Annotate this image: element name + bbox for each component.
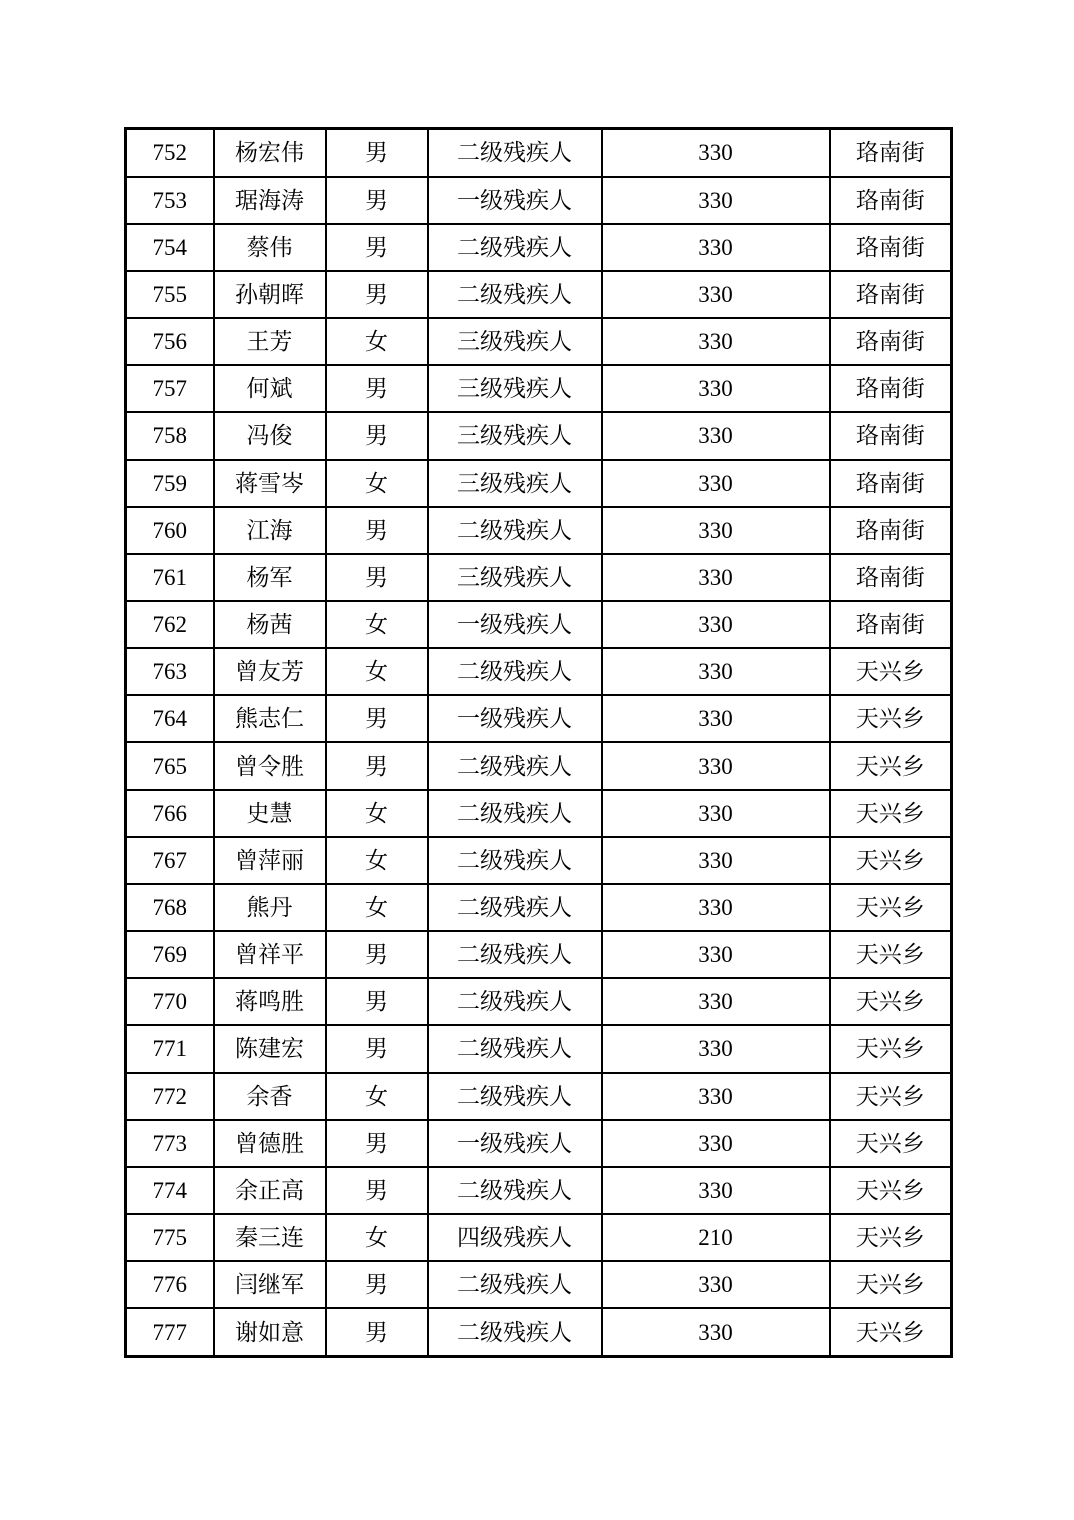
cell-disability-level: 二级残疾人 xyxy=(428,1167,602,1214)
table-row xyxy=(126,224,952,271)
cell-disability-level: 二级残疾人 xyxy=(428,790,602,837)
cell-amount: 330 xyxy=(602,318,830,365)
cell-district: 珞南街 xyxy=(830,129,952,177)
cell-serial-number: 770 xyxy=(126,978,214,1025)
cell-amount: 330 xyxy=(602,271,830,318)
cell-disability-level: 三级残疾人 xyxy=(428,412,602,459)
cell-disability-level: 三级残疾人 xyxy=(428,460,602,507)
cell-amount: 330 xyxy=(602,1261,830,1308)
cell-district: 天兴乡 xyxy=(830,1261,952,1308)
cell-amount: 330 xyxy=(602,978,830,1025)
table-row xyxy=(126,648,952,695)
cell-name: 余正高 xyxy=(214,1167,326,1214)
cell-district: 珞南街 xyxy=(830,460,952,507)
cell-name: 杨茜 xyxy=(214,601,326,648)
cell-disability-level: 二级残疾人 xyxy=(428,1025,602,1072)
cell-gender: 男 xyxy=(326,1025,428,1072)
cell-gender: 男 xyxy=(326,1120,428,1167)
cell-amount: 330 xyxy=(602,837,830,884)
cell-gender: 女 xyxy=(326,1073,428,1120)
table-row xyxy=(126,601,952,648)
cell-disability-level: 二级残疾人 xyxy=(428,837,602,884)
table-row xyxy=(126,365,952,412)
table-row xyxy=(126,1214,952,1261)
table-row xyxy=(126,884,952,931)
cell-disability-level: 四级残疾人 xyxy=(428,1214,602,1261)
cell-gender: 男 xyxy=(326,1308,428,1356)
cell-district: 天兴乡 xyxy=(830,695,952,742)
cell-disability-level: 三级残疾人 xyxy=(428,318,602,365)
cell-serial-number: 761 xyxy=(126,554,214,601)
cell-disability-level: 三级残疾人 xyxy=(428,554,602,601)
cell-disability-level: 二级残疾人 xyxy=(428,884,602,931)
cell-disability-level: 二级残疾人 xyxy=(428,648,602,695)
cell-name: 江海 xyxy=(214,507,326,554)
cell-amount: 330 xyxy=(602,412,830,459)
cell-serial-number: 757 xyxy=(126,365,214,412)
cell-district: 天兴乡 xyxy=(830,1120,952,1167)
table-row xyxy=(126,1167,952,1214)
cell-serial-number: 772 xyxy=(126,1073,214,1120)
cell-amount: 330 xyxy=(602,648,830,695)
cell-amount: 330 xyxy=(602,884,830,931)
cell-gender: 男 xyxy=(326,554,428,601)
table-row xyxy=(126,1025,952,1072)
cell-serial-number: 767 xyxy=(126,837,214,884)
cell-disability-level: 二级残疾人 xyxy=(428,978,602,1025)
cell-serial-number: 759 xyxy=(126,460,214,507)
cell-name: 熊丹 xyxy=(214,884,326,931)
table-row xyxy=(126,837,952,884)
cell-disability-level: 一级残疾人 xyxy=(428,601,602,648)
cell-district: 珞南街 xyxy=(830,507,952,554)
cell-amount: 330 xyxy=(602,931,830,978)
cell-serial-number: 756 xyxy=(126,318,214,365)
table-row xyxy=(126,271,952,318)
cell-amount: 330 xyxy=(602,554,830,601)
table-row xyxy=(126,318,952,365)
cell-name: 杨军 xyxy=(214,554,326,601)
cell-gender: 男 xyxy=(326,1261,428,1308)
cell-gender: 女 xyxy=(326,460,428,507)
cell-gender: 男 xyxy=(326,978,428,1025)
cell-name: 杨宏伟 xyxy=(214,129,326,177)
cell-gender: 男 xyxy=(326,271,428,318)
cell-name: 曾德胜 xyxy=(214,1120,326,1167)
cell-gender: 男 xyxy=(326,224,428,271)
cell-serial-number: 773 xyxy=(126,1120,214,1167)
cell-name: 王芳 xyxy=(214,318,326,365)
table-row xyxy=(126,507,952,554)
cell-disability-level: 二级残疾人 xyxy=(428,224,602,271)
table-row xyxy=(126,177,952,224)
cell-name: 蒋鸣胜 xyxy=(214,978,326,1025)
cell-gender: 男 xyxy=(326,177,428,224)
cell-gender: 男 xyxy=(326,365,428,412)
cell-gender: 男 xyxy=(326,412,428,459)
cell-amount: 330 xyxy=(602,742,830,789)
cell-name: 熊志仁 xyxy=(214,695,326,742)
cell-gender: 女 xyxy=(326,837,428,884)
cell-amount: 330 xyxy=(602,507,830,554)
cell-amount: 330 xyxy=(602,1025,830,1072)
table-row xyxy=(126,1073,952,1120)
cell-name: 蔡伟 xyxy=(214,224,326,271)
cell-serial-number: 753 xyxy=(126,177,214,224)
cell-serial-number: 769 xyxy=(126,931,214,978)
table-row xyxy=(126,460,952,507)
cell-disability-level: 二级残疾人 xyxy=(428,931,602,978)
cell-serial-number: 764 xyxy=(126,695,214,742)
table-row xyxy=(126,554,952,601)
cell-district: 天兴乡 xyxy=(830,1167,952,1214)
cell-gender: 男 xyxy=(326,695,428,742)
cell-serial-number: 763 xyxy=(126,648,214,695)
cell-district: 天兴乡 xyxy=(830,884,952,931)
table-row xyxy=(126,742,952,789)
cell-district: 珞南街 xyxy=(830,365,952,412)
cell-district: 珞南街 xyxy=(830,318,952,365)
cell-serial-number: 766 xyxy=(126,790,214,837)
cell-amount: 330 xyxy=(602,365,830,412)
cell-disability-level: 三级残疾人 xyxy=(428,365,602,412)
cell-district: 天兴乡 xyxy=(830,742,952,789)
cell-amount: 330 xyxy=(602,601,830,648)
cell-amount: 210 xyxy=(602,1214,830,1261)
cell-gender: 女 xyxy=(326,1214,428,1261)
cell-name: 余香 xyxy=(214,1073,326,1120)
table-row xyxy=(126,1308,952,1356)
cell-disability-level: 一级残疾人 xyxy=(428,1120,602,1167)
cell-disability-level: 二级残疾人 xyxy=(428,129,602,177)
cell-name: 曾萍丽 xyxy=(214,837,326,884)
cell-amount: 330 xyxy=(602,1308,830,1356)
cell-district: 珞南街 xyxy=(830,601,952,648)
cell-serial-number: 777 xyxy=(126,1308,214,1356)
cell-amount: 330 xyxy=(602,177,830,224)
cell-amount: 330 xyxy=(602,224,830,271)
cell-district: 天兴乡 xyxy=(830,790,952,837)
cell-serial-number: 755 xyxy=(126,271,214,318)
table-row xyxy=(126,412,952,459)
cell-serial-number: 762 xyxy=(126,601,214,648)
cell-name: 陈建宏 xyxy=(214,1025,326,1072)
cell-name: 闫继军 xyxy=(214,1261,326,1308)
cell-serial-number: 752 xyxy=(126,129,214,177)
cell-gender: 女 xyxy=(326,790,428,837)
cell-district: 天兴乡 xyxy=(830,837,952,884)
cell-name: 蒋雪岑 xyxy=(214,460,326,507)
cell-name: 曾令胜 xyxy=(214,742,326,789)
cell-gender: 男 xyxy=(326,507,428,554)
table-row xyxy=(126,1261,952,1308)
cell-amount: 330 xyxy=(602,790,830,837)
cell-disability-level: 二级残疾人 xyxy=(428,271,602,318)
cell-gender: 女 xyxy=(326,601,428,648)
cell-gender: 女 xyxy=(326,318,428,365)
beneficiary-table xyxy=(124,127,953,1358)
cell-district: 珞南街 xyxy=(830,177,952,224)
cell-serial-number: 775 xyxy=(126,1214,214,1261)
cell-name: 曾友芳 xyxy=(214,648,326,695)
cell-disability-level: 二级残疾人 xyxy=(428,1261,602,1308)
cell-disability-level: 二级残疾人 xyxy=(428,742,602,789)
cell-name: 谢如意 xyxy=(214,1308,326,1356)
table-row xyxy=(126,931,952,978)
cell-name: 孙朝晖 xyxy=(214,271,326,318)
cell-serial-number: 765 xyxy=(126,742,214,789)
cell-disability-level: 二级残疾人 xyxy=(428,1308,602,1356)
table-row xyxy=(126,790,952,837)
cell-amount: 330 xyxy=(602,460,830,507)
cell-disability-level: 二级残疾人 xyxy=(428,507,602,554)
cell-amount: 330 xyxy=(602,1120,830,1167)
cell-name: 曾祥平 xyxy=(214,931,326,978)
table-body xyxy=(126,129,952,1357)
cell-gender: 男 xyxy=(326,129,428,177)
cell-disability-level: 二级残疾人 xyxy=(428,1073,602,1120)
cell-name: 琚海涛 xyxy=(214,177,326,224)
cell-amount: 330 xyxy=(602,695,830,742)
table-row xyxy=(126,978,952,1025)
cell-amount: 330 xyxy=(602,1167,830,1214)
cell-disability-level: 一级残疾人 xyxy=(428,177,602,224)
cell-gender: 男 xyxy=(326,742,428,789)
cell-amount: 330 xyxy=(602,129,830,177)
cell-amount: 330 xyxy=(602,1073,830,1120)
cell-district: 珞南街 xyxy=(830,224,952,271)
cell-district: 天兴乡 xyxy=(830,978,952,1025)
cell-district: 天兴乡 xyxy=(830,1214,952,1261)
table-row xyxy=(126,695,952,742)
cell-district: 天兴乡 xyxy=(830,1308,952,1356)
cell-district: 天兴乡 xyxy=(830,1073,952,1120)
cell-district: 天兴乡 xyxy=(830,1025,952,1072)
cell-name: 何斌 xyxy=(214,365,326,412)
table-row xyxy=(126,129,952,177)
cell-serial-number: 768 xyxy=(126,884,214,931)
table-row xyxy=(126,1120,952,1167)
cell-district: 珞南街 xyxy=(830,412,952,459)
cell-gender: 男 xyxy=(326,1167,428,1214)
cell-district: 天兴乡 xyxy=(830,931,952,978)
cell-name: 史慧 xyxy=(214,790,326,837)
cell-gender: 女 xyxy=(326,884,428,931)
cell-gender: 男 xyxy=(326,931,428,978)
cell-name: 冯俊 xyxy=(214,412,326,459)
cell-serial-number: 754 xyxy=(126,224,214,271)
cell-serial-number: 758 xyxy=(126,412,214,459)
cell-name: 秦三连 xyxy=(214,1214,326,1261)
cell-serial-number: 771 xyxy=(126,1025,214,1072)
cell-serial-number: 760 xyxy=(126,507,214,554)
cell-disability-level: 一级残疾人 xyxy=(428,695,602,742)
cell-district: 天兴乡 xyxy=(830,648,952,695)
cell-district: 珞南街 xyxy=(830,554,952,601)
cell-serial-number: 776 xyxy=(126,1261,214,1308)
cell-serial-number: 774 xyxy=(126,1167,214,1214)
cell-gender: 女 xyxy=(326,648,428,695)
cell-district: 珞南街 xyxy=(830,271,952,318)
